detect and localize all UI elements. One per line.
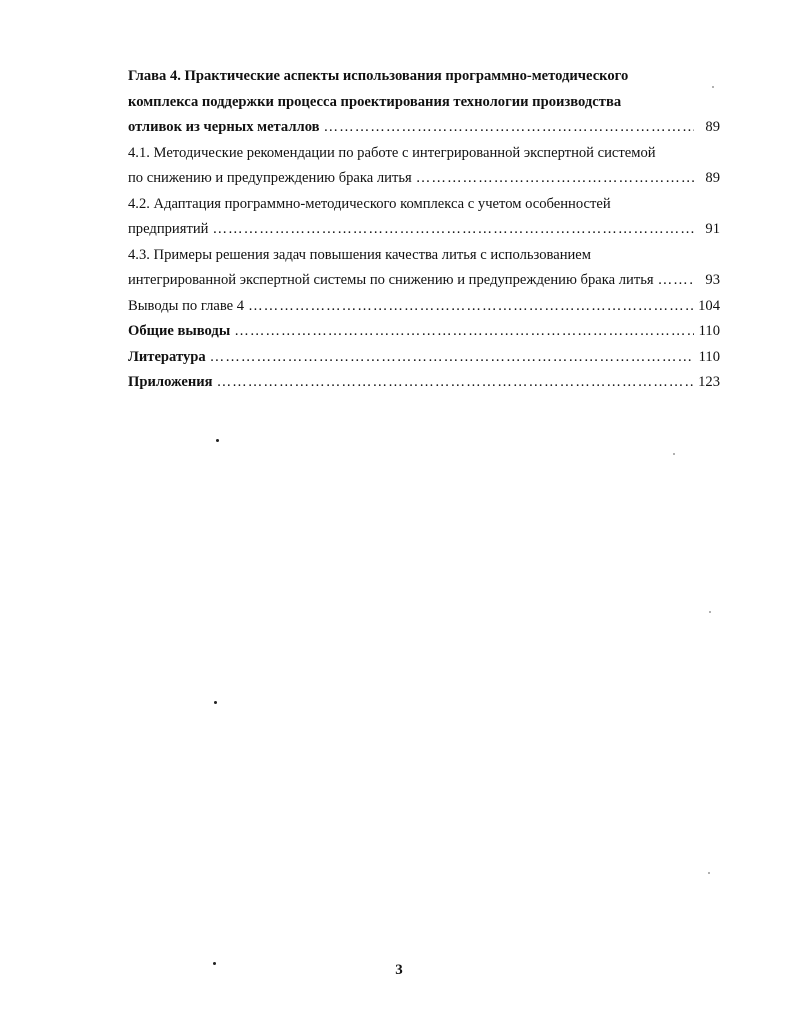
table-of-contents [128, 64, 720, 396]
toc-line [128, 345, 720, 371]
toc-line [128, 141, 720, 167]
toc-entry-text: 4.1. Методические рекомендации по работе с интегрированной экспертной системой [128, 144, 656, 161]
dot-leader [234, 319, 694, 345]
toc-entry-section-4-1 [128, 141, 720, 192]
toc-line [128, 64, 720, 90]
toc-page-number: 104 [698, 297, 720, 314]
toc-line [128, 243, 720, 269]
scan-speck [673, 453, 675, 455]
toc-entry-text: 4.2. Адаптация программно-методического комплекса с учетом особенностей [128, 195, 611, 212]
toc-page-number: 123 [698, 374, 720, 390]
toc-entry-chapter-4-conclusions [128, 294, 720, 320]
toc-entry-text: комплекса поддержки процесса проектирования технологии производства [128, 93, 622, 110]
toc-line [128, 166, 720, 192]
toc-line [128, 319, 720, 345]
toc-line [128, 90, 720, 116]
toc-entry-literature [128, 345, 720, 371]
toc-page-number: 110 [698, 348, 720, 365]
toc-line [128, 217, 720, 243]
toc-entry-chapter-4 [128, 64, 720, 141]
toc-page-number: 91 [705, 221, 720, 237]
dot-leader [416, 166, 694, 192]
toc-entry-section-4-2 [128, 192, 720, 243]
scan-speck [709, 611, 711, 613]
toc-line [128, 268, 720, 294]
toc-entry-text: Литература [128, 348, 206, 365]
toc-entry-general-conclusions [128, 319, 720, 345]
toc-entry-text: предприятий [128, 221, 209, 237]
toc-entry-text: Общие выводы [128, 323, 231, 339]
toc-line [128, 115, 720, 141]
toc-entry-text: интегрированной экспертной системы по снижению и предупреждению брака литья [128, 272, 654, 288]
toc-line [128, 294, 720, 320]
toc-entry-appendices [128, 370, 720, 396]
scan-speck [712, 86, 714, 88]
toc-entry-section-4-3 [128, 243, 720, 294]
toc-page-number: 89 [705, 119, 720, 135]
page-number: 3 [395, 962, 403, 978]
toc-page-number: 110 [698, 323, 720, 339]
scan-speck [216, 439, 219, 442]
toc-entry-text: Выводы по главе 4 [128, 297, 245, 314]
dot-leader [212, 217, 694, 243]
dot-leader [217, 370, 694, 396]
toc-entry-text: Глава 4. Практические аспекты использования программно-методического [128, 68, 629, 84]
scan-speck [214, 701, 217, 704]
dot-leader [210, 345, 694, 371]
dot-leader [658, 268, 694, 294]
toc-entry-text: 4.3. Примеры решения задач повышения качества литья с использованием [128, 246, 592, 263]
dot-leader [248, 294, 694, 320]
toc-line [128, 192, 720, 218]
toc-line [128, 370, 720, 396]
toc-entry-text: отливок из черных металлов [128, 119, 320, 135]
dot-leader [324, 115, 694, 141]
toc-entry-text: Приложения [128, 374, 213, 390]
toc-page-number: 89 [705, 170, 720, 186]
toc-page-number: 93 [705, 272, 720, 288]
scan-speck [708, 872, 710, 874]
toc-entry-text: по снижению и предупреждению брака литья [128, 170, 412, 186]
